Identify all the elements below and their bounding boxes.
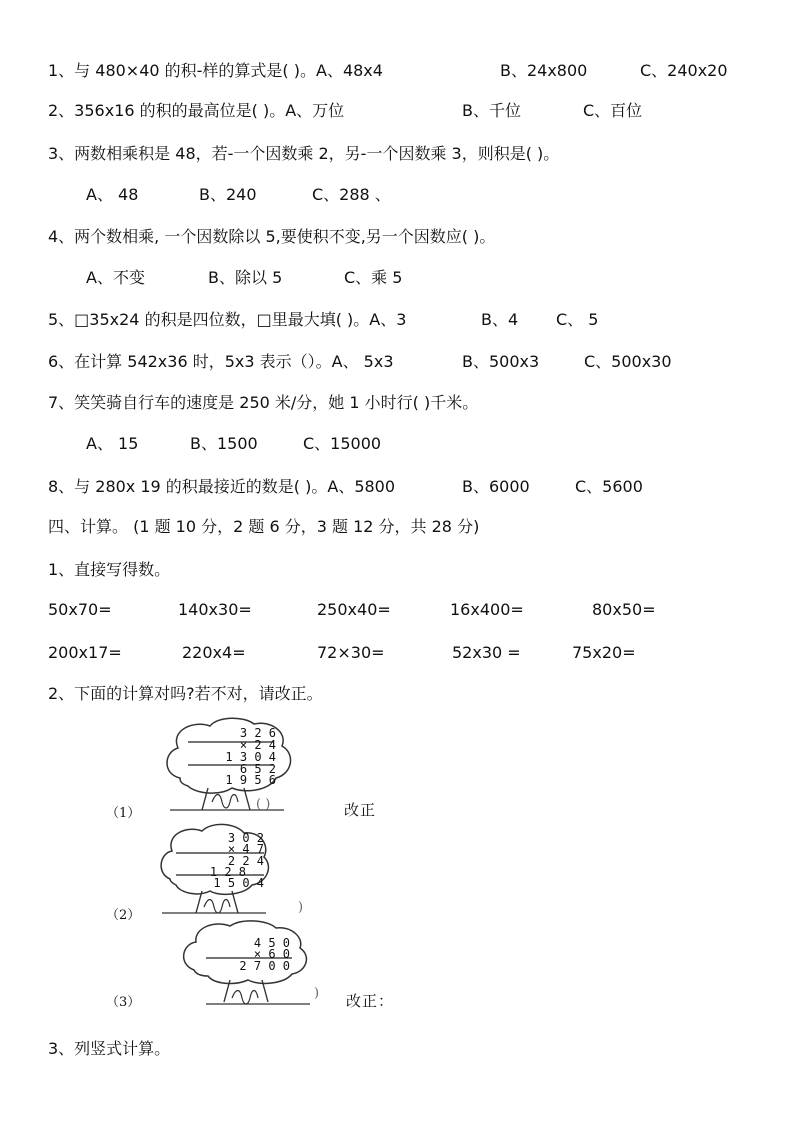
q4-stem: 4、两个数相乘, 一个因数除以 5,要使积不变,另一个因数应( )。 [48,227,496,246]
calc-item: 52x30 = [452,643,521,662]
tree3-line: × 6 0 [253,947,290,961]
q5-option-c: C、 5 [556,310,599,329]
q8-option-b: B、6000 [462,477,530,496]
q8-stem: 8、与 280x 19 的积最接近的数是( )。A、5800 [48,477,396,496]
tree2-line: 2 2 4 [227,854,264,868]
q7-option-b: B、1500 [190,434,258,453]
q1-option-b: B、24x800 [500,61,588,80]
calc-item: 220x4= [182,643,246,662]
q3-option-b: B、240 [199,185,257,204]
tree1-correction-label: 改正 [344,801,377,819]
q1-option-c: C、240x20 [640,61,728,80]
tree1-line: 6 5 2 [239,762,276,776]
tree1-line: 3 2 6 [239,726,276,740]
tree1-line: × 2 4 [239,738,276,752]
q7-stem: 7、笑笑骑自行车的速度是 250 米/分，她 1 小时行( )千米。 [48,393,479,412]
q2-option-c: C、百位 [583,101,643,120]
part1-heading: 1、直接写得数。 [48,560,171,579]
tree2-label: （2） [106,908,141,923]
q3-stem: 3、两数相乘积是 48，若-一个因数乘 2，另-一个因数乘 3，则积是( )。 [48,144,560,163]
tree1-line: 1 3 0 4 [225,750,276,764]
tree2-line: 3 0 2 [227,831,264,845]
part2-heading: 2、下面的计算对吗?若不对，请改正。 [48,684,323,703]
tree3-label: （3） [106,995,141,1010]
q2-option-b: B、千位 [462,101,521,120]
calc-item: 50x70= [48,600,112,619]
q7-option-c: C、15000 [303,434,382,453]
q4-option-c: C、乘 5 [344,268,403,287]
tree1-label: （1） [106,806,141,821]
tree1-line: 1 9 5 6 [225,773,276,787]
q3-option-c: C、288 、 [312,185,391,204]
section-title: 四、计算。 (1 题 10 分，2 题 6 分，3 题 12 分，共 28 分) [48,517,480,536]
tree2-line: 1 2 8 [209,865,246,879]
calc-item: 80x50= [592,600,656,619]
part3-heading: 3、列竖式计算。 [48,1039,171,1058]
q2-stem: 2、356x16 的积的最高位是( )。A、万位 [48,101,345,120]
tree3-correction-label: 改正： [346,992,395,1010]
tree1-answer-paren: ( ) [256,797,271,812]
q6-option-b: B、500x3 [462,352,540,371]
q3-option-a: A、 48 [86,185,139,204]
q6-option-c: C、500x30 [584,352,672,371]
calc-item: 250x40= [317,600,391,619]
q7-option-a: A、 15 [86,434,139,453]
tree2-line: × 4 7 [227,842,264,856]
calc-item: 200x17= [48,643,122,662]
calc-item: 140x30= [178,600,252,619]
calc-item: 16x400= [450,600,524,619]
q5-option-b: B、4 [481,310,519,329]
q6-stem: 6、在计算 542x36 时，5x3 表示（）。A、 5x3 [48,352,394,371]
tree2-answer-paren: ) [298,900,304,915]
q8-option-c: C、5600 [575,477,643,496]
calc-item: 75x20= [572,643,636,662]
tree3-line: 4 5 0 [253,936,290,950]
q4-option-b: B、除以 5 [208,268,283,287]
tree3-line: 2 7 0 0 [239,959,290,973]
q5-stem: 5、□35x24 的积是四位数，□里最大填( )。A、3 [48,310,407,329]
tree2-line: 1 5 0 4 [213,876,264,890]
tree3-answer-paren: ) [314,986,320,1001]
q1-stem: 1、与 480×40 的积-样的算式是( )。A、48x4 [48,61,383,80]
calc-item: 72×30= [317,643,385,662]
q4-option-a: A、不变 [86,268,145,287]
